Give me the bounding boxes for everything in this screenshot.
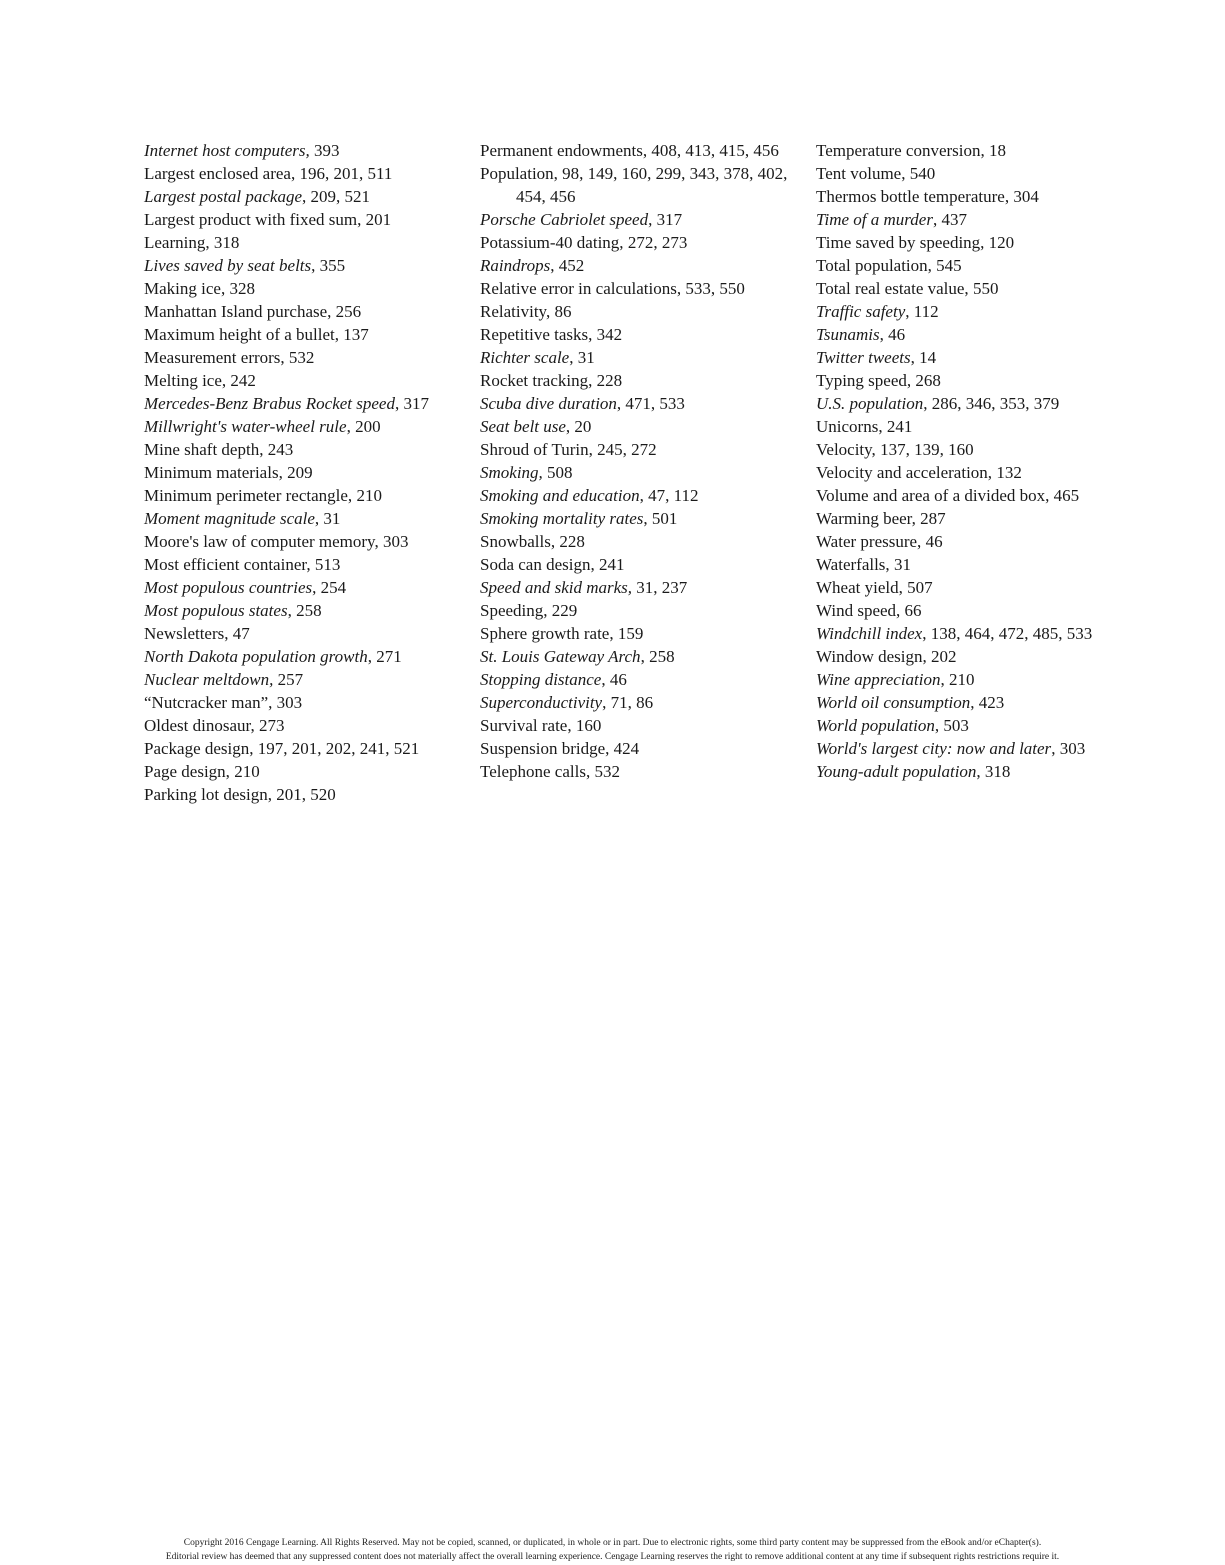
- page-references: 137, 139, 160: [875, 440, 974, 459]
- index-term: Windchill index: [816, 624, 923, 643]
- index-entry: [816, 139, 1146, 162]
- index-entry: [480, 760, 810, 783]
- index-term: Volume and area of a divided box,: [816, 486, 1050, 505]
- index-entry: [816, 346, 1146, 369]
- index-term: Survival rate,: [480, 716, 572, 735]
- index-term: Time of a murder: [816, 210, 933, 229]
- index-term: Potassium-40 dating,: [480, 233, 624, 252]
- page-references: 545: [931, 256, 962, 275]
- index-entry: [144, 530, 474, 553]
- index-term: St. Louis Gateway Arch: [480, 647, 641, 666]
- page-references: 550: [968, 279, 999, 298]
- index-entry: [144, 461, 474, 484]
- index-term: Velocity and acceleration,: [816, 463, 993, 482]
- index-entry: [816, 553, 1146, 576]
- index-entry: [144, 254, 474, 277]
- index-entry: [144, 783, 474, 806]
- page-references: 66: [900, 601, 922, 620]
- index-entry: [144, 691, 474, 714]
- page-references: 137: [339, 325, 369, 344]
- page-references: , 14: [910, 348, 937, 367]
- index-entry: [480, 438, 810, 461]
- index-entry: [480, 576, 810, 599]
- index-term: Measurement errors,: [144, 348, 285, 367]
- page-references: , 355: [311, 256, 346, 275]
- index-entry: [480, 737, 810, 760]
- index-term: Unicorns,: [816, 417, 883, 436]
- index-term: Mercedes-Benz Brabus Rocket speed: [144, 394, 395, 413]
- index-entry: [480, 415, 810, 438]
- index-term: Most efficient container,: [144, 555, 311, 574]
- index-entry: [480, 691, 810, 714]
- index-entry: [144, 323, 474, 346]
- page-references: , 71, 86: [602, 693, 654, 712]
- page-references: 393: [309, 141, 340, 160]
- index-term: Shroud of Turin,: [480, 440, 593, 459]
- index-entry: [144, 300, 474, 323]
- page-references: 424: [609, 739, 640, 758]
- index-entry: [816, 208, 1146, 231]
- page-references: , 501: [643, 509, 678, 528]
- page-references: 272, 273: [623, 233, 688, 252]
- page-references: , 437: [932, 210, 967, 229]
- page-references: 245, 272: [592, 440, 657, 459]
- index-term: Largest product with fixed sum,: [144, 210, 362, 229]
- index-entry: [480, 553, 810, 576]
- index-entry: [144, 208, 474, 231]
- index-term: Minimum perimeter rectangle,: [144, 486, 353, 505]
- page-references: 46: [921, 532, 943, 551]
- index-term: World oil consumption: [816, 693, 971, 712]
- index-term: Oldest dinosaur,: [144, 716, 255, 735]
- page-references: 202: [926, 647, 957, 666]
- page-references: , 503: [934, 716, 969, 735]
- index-term: Wine appreciation: [816, 670, 941, 689]
- index-entry: [144, 369, 474, 392]
- index-entry: [480, 599, 810, 622]
- index-entry: [816, 576, 1146, 599]
- index-column-2: [480, 139, 810, 783]
- index-term: Internet host computers,: [144, 141, 310, 160]
- index-entry: [480, 162, 810, 208]
- index-term: Largest enclosed area,: [144, 164, 296, 183]
- page-references: , 303: [1051, 739, 1086, 758]
- index-term: Tent volume,: [816, 164, 906, 183]
- index-term: Richter scale: [480, 348, 570, 367]
- page-references: 241: [882, 417, 913, 436]
- page-references: 228: [592, 371, 623, 390]
- page-references: 287: [915, 509, 946, 528]
- index-term: Population,: [480, 164, 558, 183]
- page-references: 31: [889, 555, 911, 574]
- page-references: 160: [571, 716, 602, 735]
- index-term: Page design,: [144, 762, 230, 781]
- index-entry: [480, 484, 810, 507]
- page-references: , 258: [287, 601, 322, 620]
- index-term: Rocket tracking,: [480, 371, 593, 390]
- index-entry: [144, 737, 474, 760]
- page-references: 98, 149, 160, 299, 343, 378, 402, 454, 456: [516, 164, 788, 206]
- page-references: , 286, 346, 353, 379: [923, 394, 1060, 413]
- index-term: Twitter tweets: [816, 348, 911, 367]
- index-entry: [816, 300, 1146, 323]
- index-entry: [480, 507, 810, 530]
- index-entry: [816, 323, 1146, 346]
- index-term: Temperature conversion,: [816, 141, 985, 160]
- page-references: 242: [226, 371, 256, 390]
- index-term: Melting ice,: [144, 371, 227, 390]
- index-term: Wind speed,: [816, 601, 901, 620]
- index-term: Minimum materials,: [144, 463, 283, 482]
- index-term: Superconductivity: [480, 693, 603, 712]
- index-entry: [816, 714, 1146, 737]
- index-entry: [144, 346, 474, 369]
- index-entry: [144, 231, 474, 254]
- page-references: , 258: [640, 647, 675, 666]
- index-entry: [144, 139, 474, 162]
- index-term: Moment magnitude scale: [144, 509, 315, 528]
- index-entry: [816, 691, 1146, 714]
- page-references: 47: [228, 624, 250, 643]
- index-entry: [480, 208, 810, 231]
- index-entry: [144, 415, 474, 438]
- index-entry: [480, 714, 810, 737]
- index-term: Package design,: [144, 739, 254, 758]
- index-term: Speed and skid marks,: [480, 578, 633, 597]
- page-references: 31, 237: [632, 578, 688, 597]
- index-term: Scuba dive duration: [480, 394, 617, 413]
- index-entry: [480, 369, 810, 392]
- page-references: 342: [592, 325, 623, 344]
- index-entry: [480, 346, 810, 369]
- index-entry: [480, 254, 810, 277]
- page-references: , 452: [550, 256, 585, 275]
- page-references: 513: [310, 555, 341, 574]
- page-references: 304: [1009, 187, 1039, 206]
- page-references: , 210: [940, 670, 975, 689]
- index-term: Typing speed,: [816, 371, 912, 390]
- index-entry: [816, 484, 1146, 507]
- index-term: Velocity,: [816, 440, 876, 459]
- page-references: 243: [263, 440, 294, 459]
- page-references: 533, 550: [681, 279, 745, 298]
- index-term: Manhattan Island purchase,: [144, 302, 332, 321]
- index-entry: [480, 300, 810, 323]
- page-references: , 254: [312, 578, 347, 597]
- index-entry: [816, 369, 1146, 392]
- index-term: Smoking,: [480, 463, 543, 482]
- page-references: 18: [984, 141, 1006, 160]
- index-entry: [144, 599, 474, 622]
- page-references: , 471, 533: [616, 394, 685, 413]
- page-references: 196, 201, 511: [295, 164, 393, 183]
- index-entry: [144, 185, 474, 208]
- index-term: Relative error in calculations,: [480, 279, 682, 298]
- page-references: 318: [209, 233, 240, 252]
- index-term: “Nutcracker man”,: [144, 693, 273, 712]
- index-term: World population: [816, 716, 935, 735]
- index-entry: [816, 668, 1146, 691]
- index-term: Maximum height of a bullet,: [144, 325, 339, 344]
- page-references: , 47, 112: [639, 486, 699, 505]
- index-term: Telephone calls,: [480, 762, 591, 781]
- index-term: Permanent endowments,: [480, 141, 648, 160]
- index-entry: [144, 438, 474, 461]
- page-references: , 138, 464, 472, 485, 533: [922, 624, 1093, 643]
- index-term: Most populous countries: [144, 578, 313, 597]
- index-column-1: [144, 139, 474, 806]
- page-references: 303: [272, 693, 303, 712]
- index-term: Total real estate value,: [816, 279, 969, 298]
- index-entry: [816, 461, 1146, 484]
- index-term: Newsletters,: [144, 624, 229, 643]
- index-entry: [816, 185, 1146, 208]
- index-term: Soda can design,: [480, 555, 595, 574]
- index-entry: [816, 507, 1146, 530]
- index-term: U.S. population: [816, 394, 924, 413]
- index-term: Porsche Cabriolet speed: [480, 210, 649, 229]
- editorial-notice: Editorial review has deemed that any suppressed content does not materially affect the overall learning experience. Cengage Learning reserves the right to remove additional content at any time if subsequent rights restrictions require it.: [165, 1552, 1060, 1562]
- page-references: 201: [361, 210, 392, 229]
- index-entry: [144, 760, 474, 783]
- index-entry: [144, 162, 474, 185]
- page-references: , 46: [601, 670, 627, 689]
- page-references: 197, 201, 202, 241, 521: [253, 739, 420, 758]
- index-term: Wheat yield,: [816, 578, 903, 597]
- index-entry: [480, 530, 810, 553]
- index-term: North Dakota population growth: [144, 647, 368, 666]
- index-term: World's largest city: now and later: [816, 739, 1052, 758]
- page-references: 132: [992, 463, 1022, 482]
- index-term: Snowballs,: [480, 532, 556, 551]
- page-references: 532: [590, 762, 620, 781]
- page-references: 273: [254, 716, 285, 735]
- page-references: , 112: [905, 302, 939, 321]
- index-entry: [816, 277, 1146, 300]
- index-term: Seat belt use: [480, 417, 566, 436]
- page-references: 228: [555, 532, 585, 551]
- index-term: Learning,: [144, 233, 210, 252]
- index-entry: [480, 139, 810, 162]
- page-references: 268: [911, 371, 941, 390]
- page-references: 508: [542, 463, 573, 482]
- index-entry: [144, 484, 474, 507]
- index-entry: [144, 668, 474, 691]
- index-entry: [144, 507, 474, 530]
- index-term: Largest postal package: [144, 187, 303, 206]
- index-term: Smoking and education: [480, 486, 640, 505]
- page-references: 210: [352, 486, 382, 505]
- index-term: Stopping distance: [480, 670, 602, 689]
- index-entry: [144, 392, 474, 415]
- page-references: , 317: [648, 210, 683, 229]
- index-term: Tsunamis: [816, 325, 880, 344]
- index-term: Making ice,: [144, 279, 226, 298]
- index-term: Suspension bridge,: [480, 739, 610, 758]
- page-references: , 31: [314, 509, 341, 528]
- index-term: Millwright's water-wheel rule: [144, 417, 347, 436]
- index-entry: [480, 461, 810, 484]
- page-references: 540: [905, 164, 936, 183]
- index-term: Waterfalls,: [816, 555, 890, 574]
- page-references: 86: [550, 302, 572, 321]
- index-term: Smoking mortality rates: [480, 509, 644, 528]
- index-column-3: [816, 139, 1146, 783]
- page-references: 241: [594, 555, 625, 574]
- page-references: 507: [902, 578, 933, 597]
- index-entry: [480, 231, 810, 254]
- index-entry: [816, 530, 1146, 553]
- index-term: Lives saved by seat belts: [144, 256, 312, 275]
- index-term: Young-adult population: [816, 762, 977, 781]
- index-entry: [816, 254, 1146, 277]
- index-term: Nuclear meltdown,: [144, 670, 274, 689]
- index-term: Thermos bottle temperature,: [816, 187, 1010, 206]
- page-references: 257: [273, 670, 304, 689]
- page-references: , 46: [879, 325, 906, 344]
- page-references: , 317: [394, 394, 429, 413]
- index-term: Speeding,: [480, 601, 548, 620]
- page-references: 210: [229, 762, 260, 781]
- page-references: , 20: [565, 417, 592, 436]
- index-entry: [144, 714, 474, 737]
- index-entry: [816, 599, 1146, 622]
- page-references: , 31: [569, 348, 595, 367]
- index-term: Traffic safety: [816, 302, 906, 321]
- page-references: 209: [282, 463, 313, 482]
- index-entry: [816, 438, 1146, 461]
- index-entry: [144, 622, 474, 645]
- index-term: Mine shaft depth,: [144, 440, 264, 459]
- index-entry: [480, 622, 810, 645]
- index-entry: [816, 392, 1146, 415]
- index-term: Most populous states: [144, 601, 288, 620]
- page-references: , 271: [367, 647, 402, 666]
- copyright-notice: Copyright 2016 Cengage Learning. All Rights Reserved. May not be copied, scanned, or duplicated, in whole or in part. Due to electronic rights, some third party content may be suppressed from the eBook and/or eChapter(s).: [183, 1538, 1042, 1548]
- index-entry: [480, 645, 810, 668]
- page-references: 120: [984, 233, 1015, 252]
- page-references: , 318: [976, 762, 1011, 781]
- page-references: , 200: [346, 417, 381, 436]
- index-term: Moore's law of computer memory,: [144, 532, 379, 551]
- page-references: 256: [331, 302, 362, 321]
- index-entry: [816, 645, 1146, 668]
- index-entry: [144, 553, 474, 576]
- index-term: Repetitive tasks,: [480, 325, 593, 344]
- index-entry: [480, 323, 810, 346]
- index-entry: [480, 392, 810, 415]
- page-references: 303: [378, 532, 409, 551]
- index-entry: [816, 415, 1146, 438]
- index-entry: [144, 645, 474, 668]
- index-term: Raindrops: [480, 256, 551, 275]
- page-references: , 209, 521: [302, 187, 371, 206]
- index-term: Window design,: [816, 647, 927, 666]
- index-term: Time saved by speeding,: [816, 233, 985, 252]
- page-references: , 423: [970, 693, 1005, 712]
- index-term: Total population,: [816, 256, 932, 275]
- index-entry: [480, 668, 810, 691]
- page-references: 465: [1049, 486, 1080, 505]
- index-entry: [144, 576, 474, 599]
- index-term: Relativity,: [480, 302, 551, 321]
- index-term: Water pressure,: [816, 532, 922, 551]
- page-references: 532: [284, 348, 315, 367]
- index-term: Warming beer,: [816, 509, 916, 528]
- page-references: 408, 413, 415, 456: [647, 141, 779, 160]
- index-term: Parking lot design,: [144, 785, 272, 804]
- index-entry: [816, 760, 1146, 783]
- index-entry: [816, 737, 1146, 760]
- page-references: 201, 520: [271, 785, 336, 804]
- page-references: 159: [613, 624, 644, 643]
- index-entry: [480, 277, 810, 300]
- index-entry: [816, 622, 1146, 645]
- index-entry: [816, 231, 1146, 254]
- index-entry: [144, 277, 474, 300]
- page-references: 328: [225, 279, 255, 298]
- index-entry: [816, 162, 1146, 185]
- page-references: 229: [547, 601, 578, 620]
- index-term: Sphere growth rate,: [480, 624, 614, 643]
